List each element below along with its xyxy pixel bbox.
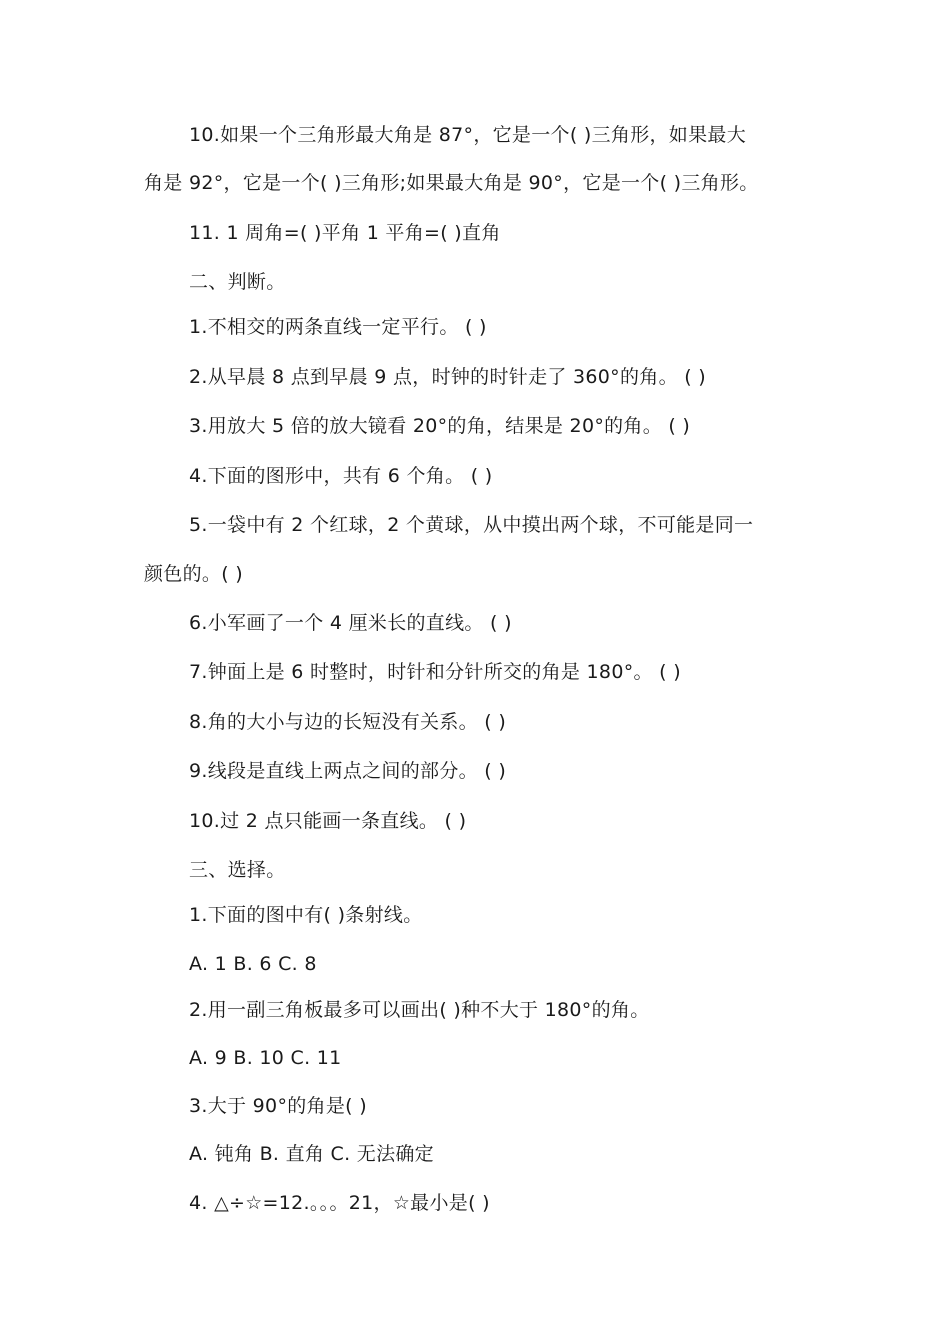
choice-question-2: 2.用一副三角板最多可以画出( )种不大于 180°的角。 — [189, 999, 650, 1021]
choice-options-2: A. 9 B. 10 C. 11 — [189, 1047, 342, 1069]
choice-question-3: 3.大于 90°的角是( ) — [189, 1095, 367, 1117]
section-heading-judgement: 二、判断。 — [189, 271, 286, 293]
choice-question-4: 4. △÷☆=12.。。。21，☆最小是( ) — [189, 1192, 490, 1214]
judgement-item-3: 3.用放大 5 倍的放大镜看 20°的角，结果是 20°的角。 ( ) — [189, 415, 691, 437]
judgement-item-9: 9.线段是直线上两点之间的部分。 ( ) — [189, 760, 507, 782]
judgement-item-6: 6.小军画了一个 4 厘米长的直线。 ( ) — [189, 612, 512, 634]
judgement-item-7: 7.钟面上是 6 时整时，时针和分针所交的角是 180°。 ( ) — [189, 661, 681, 683]
question-fill-10-line-1: 10.如果一个三角形最大角是 87°，它是一个( )三角形，如果最大 — [189, 124, 746, 146]
judgement-item-2: 2.从早晨 8 点到早晨 9 点，时钟的时针走了 360°的角。 ( ) — [189, 366, 706, 388]
judgement-item-5-line-1: 5.一袋中有 2 个红球，2 个黄球，从中摸出两个球，不可能是同一 — [189, 514, 754, 536]
question-fill-10-line-2: 角是 92°，它是一个( )三角形;如果最大角是 90°，它是一个( )三角形。 — [144, 172, 759, 194]
question-fill-11: 11. 1 周角=( )平角 1 平角=( )直角 — [189, 222, 501, 244]
judgement-item-8: 8.角的大小与边的长短没有关系。 ( ) — [189, 711, 507, 733]
judgement-item-10: 10.过 2 点只能画一条直线。 ( ) — [189, 810, 467, 832]
section-heading-choice: 三、选择。 — [189, 859, 286, 881]
choice-question-1: 1.下面的图中有( )条射线。 — [189, 904, 423, 926]
choice-options-3: A. 钝角 B. 直角 C. 无法确定 — [189, 1143, 434, 1165]
choice-options-1: A. 1 B. 6 C. 8 — [189, 953, 317, 975]
judgement-item-4: 4.下面的图形中，共有 6 个角。 ( ) — [189, 465, 493, 487]
judgement-item-1: 1.不相交的两条直线一定平行。 ( ) — [189, 316, 487, 338]
judgement-item-5-line-2: 颜色的。( ) — [144, 563, 243, 585]
